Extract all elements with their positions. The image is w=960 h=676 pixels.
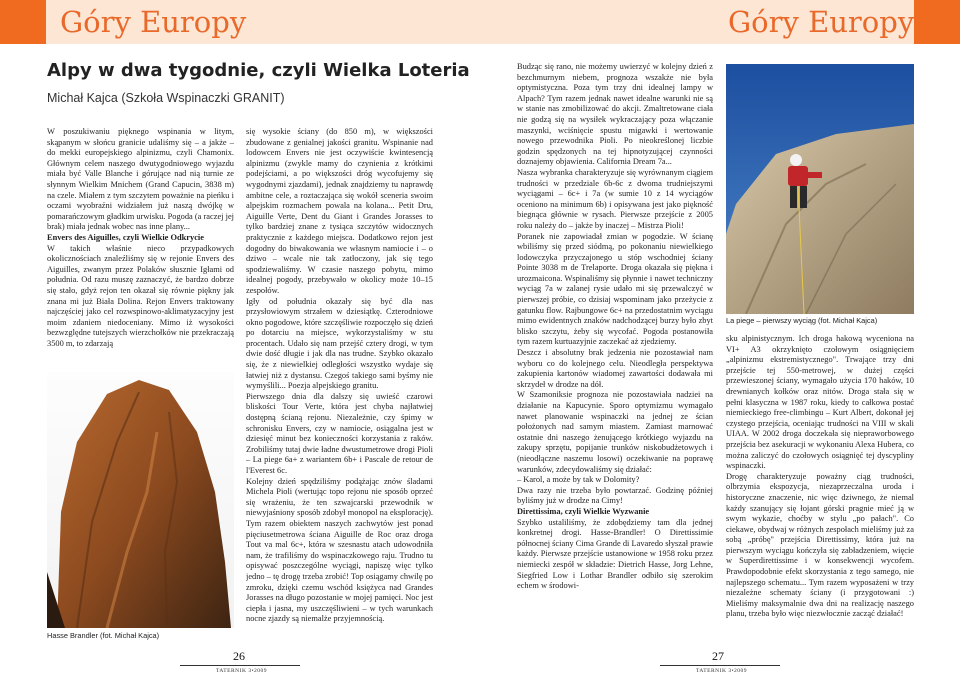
- paragraph: Drogę charakteryzuje poważny ciąg trudności, olbrzymia ekspozycja, niezaprzeczalna uroda i historyczne znaczenie, nic więc dziwnego, że niemal każdy szanujący się łojant górski pragnie mieć ją w swym wykazie, choćby w stylu „po pałach". Co ciekawe, obydwaj w różnych zespołach mieliśmy już za sobą „próbę" przejścia Direttissimy, która już na pierwszym wyciągu kończyła się zabładzeniem, więcie w Superdirettissime i w konsekwencji wycofem. Prawdopodobnie efekt skorzystania z tego samego, nie najlepszego schematu... Tym razem wyposażeni w trzy niezależne schematy ściany (i przygotowani :) Mieliśmy maksymalnie dwa dni na realizację naszego planu, trzeba było więc niezwłocznie zacząć działać!: [726, 471, 914, 619]
- footer-magazine-left: TATERNIK 3•2009: [216, 668, 267, 674]
- text-column-4: [726, 334, 914, 642]
- text-column-3: [517, 62, 713, 642]
- header-accent: [0, 0, 46, 44]
- paragraph: Szybko ustaliliśmy, że zdobędziemy tam dla jednej konkretnej drogi. Hasse-Brandler! O Direttissimie północnej ściany Cima Grande di Lavaredo słyszał prawie każdy. Pierwsze przejście ustanowione w 1958 roku przez niemiecki zespół w składzie: Dietrich Hasse, Jorg Lehne, Siegfried Low i Lothar Brandler odbiło się szerokim echem w środowi-: [517, 517, 713, 591]
- paragraph: sku alpinistycznym. Ich droga hakową wyceniona na VI+ A3 okrzyknięto czołowym osiągnięciem „alpinizmu ekstremistycznego". Trwające trzy dni przejście tej 550-metrowej, w dużej części przewieszonej ściany, wymagało użycia 170 haków, 10 drewnianych kołków oraz nitów. Droga stała się w pełni klasyczna w 1987 roku, kiedy to całkowa postać niemieckiego free-climbingu – Kurt Albert, dokonał jej czystego przejścia, oceniając trudności na VIII w skali UIAA. W 2002 droga doczekała się niepraworbowego przejścia bez asekuracji w wykonaniu Alexa Hubera, co można zaliczyć do czołowych osiągnięć tej dyscypliny wspinaczki.: [726, 334, 914, 471]
- footer-rule-left: [180, 665, 300, 666]
- paragraph: W poszukiwaniu pięknego wspinania w litym, skąpanym w słońcu granicie udaliśmy się – a jakże – do mekki europejskiego alpinizmu, czyli Chamonix. Głównym celem naszego dwutygodniowego wyjazdu miała być Valle Blanche i górujące nad nią turnie ze słynnym Wielkim Mnichem (Grand Capucin, 3838 m) na czele. Miałem z tym szczytem poważnie na pieńku i oczami wyobraźni widziałem już naszą dwójkę w pomarańczowym gładkim urwisku. Pogoda (a raczej jej brak) miała jednak wobec nas inne plany...: [47, 127, 234, 232]
- paragraph: Nasza wybranka charakteryzuje się wyrównanym ciągiem trudności w przedziale 6b-6c z dwoma trudniejszymi wyciągami – 6c+ i 7a (w sumie 10 z 14 wyciągów oceniono na minimum 6b) i opisywana jest jako piękność biegnąca głównie w rysach. Pierwsze przejście z 2005 roku należy do – jakże by inaczej – Mistrza Pioli!: [517, 167, 713, 230]
- article-title: Alpy w dwa tygodnie, czyli Wielka Loteria: [47, 60, 470, 81]
- page-number-right: 27: [712, 649, 724, 663]
- footer-magazine-right: TATERNIK 3•2009: [696, 668, 747, 674]
- paragraph: – Karol, a może by tak w Dolomity?: [517, 475, 640, 485]
- paragraph: Deszcz i absolutny brak jedzenia nie pozostawiał nam wyboru co do kolejnego celu. Nieodległa perspektywa zakupienia kartonów wiadomej zawartości dodawała mi skrzydeł w drodze na dół.: [517, 348, 713, 389]
- section-heading: Direttissima, czyli Wielkie Wyzwanie: [517, 506, 650, 516]
- paragraph: W Szamoniksie prognoza nie pozostawiała nadziei na działanie na Kapucynie. Sporo optymizmu wymagało nawet planowanie wspinaczki na jednej ze ścian położonych nad samym miastem. Zamiast marnować ostatnie dni naszego żenującego krótkiego wyjazdu na zakupy sprzętu, popijanie trunków niskobudżetowych i (nieodłączne naszemu losowi) oczekiwanie na poprawę warunków, zdecydowaliśmy się działać:: [517, 390, 713, 474]
- paragraph: Kolejny dzień spędziliśmy podążając znów śladami Michela Pioli (wertując topo rejonu nie sposób oprzeć się wrażeniu, że ten szwajcarski przewodnik w niewyjaśniony sposób zdobył monopol na eksplorację). Tym razem obiektem naszych zachwytów jest ponad pięciusetmetrowa ściana Aiguille de Roc oraz droga Tout va mal 6c+, która w szesnastu atach udowodniła nam, że trafiliśmy do wspinaczkowego raju. Trudno tu opisywać poszczególne wyciągi, napiszę więc tylko jedno – tę drogę trzeba zrobić! Top osiągamy chwilę po zmroku, dzięki czemu wschód księżyca nad Grandes Jorasses na długo pozostanie w mojej pamięci. Noc jest ciepła i jasna, my uszczęśliwieni – w tych warunkach nocne zjazdy są niemalże przyjemnością.: [246, 476, 433, 624]
- paragraph: Igły od południa okazały się być dla nas przysłowiowym strzałem w dziesiątkę. Czterodniowe okno pogodowe, które szczęśliwie rozpoczęło się dzień po dotarciu na miejsce, wykorzystaliśmy w stu procentach. Udało się nam przejść cztery drogi, w tym dwie dość długie i jak dla nas trudne. Szybko okazało się, że z niewielkiej odległości wszystko wydaje się łatwiej niż z dystansu. Czegoś takiego sami byśmy nie wymyślili... Poezja alpejskiego granitu.: [246, 296, 433, 391]
- paragraph: Dwa razy nie trzeba było powtarzać. Godzinę później byliśmy już w drodze na Cimy!: [517, 485, 713, 506]
- page-number-left: 26: [233, 649, 245, 663]
- text-column-2: [246, 127, 433, 642]
- section-title: Góry Europy: [60, 5, 247, 39]
- paragraph: się wysokie ściany (do 850 m), w większości zbudowane z genialnej jakości granitu. Wspinanie nad lodowcem Envers nie jest oczywiście kwintesencją alpinizmu (zwykle mamy do czynienia z krótkimi podejściami, a po większości dróg wycofujemy się wygodnymi zjazdami), jednak znajdziemy tu naprawdę ambitne cele, a roztaczająca się wokół sceneria swoim alpejskim rozmachem powala na kolana... Petit Dru, Aiguille Verte, Dent du Giant i Grandes Jorasses to tylko bardziej znane z tysiąca szczytów widocznych praktycznie z każdego miejsca. Dodatkowo rejon jest dogodny do biwakowania we własnym namiocie i – o dziwo – wcale nie tak zatłoczony, jak się tego spodziewaliśmy. W czasie naszego pobytu, mimo idealnej pogody, przebywało w okolicy może 10–15 zespołów.: [246, 127, 433, 295]
- photo-caption-right: La piege – pierwszy wyciąg (fot. Michał Kajca): [726, 316, 878, 325]
- photo-caption-left: Hasse Brandler (fot. Michał Kajca): [47, 631, 160, 640]
- right-page: [480, 0, 960, 676]
- paragraph: Pierwszego dnia dla dalszy się uwieść czarowi bliskości Tour Verte, która jest chyba najłatwiej dostępną ścianą rejonu. Niezależnie, czy śpimy w schronisku Envers, czy w namiocie, osiągalna jest w dziesięć minut bez konieczności korzystania z raków. Zrobiliśmy tutaj dwie ładne dwustumetrowe drogi Pioli – La piege 6a+ z wariantem 6b+ i Pascale de retour de l'Everest 6c.: [246, 391, 433, 475]
- section-heading: Envers des Aiguilles, czyli Wielkie Odkrycie: [47, 232, 204, 242]
- paragraph: W takich właśnie nieco przypadkowych okolicznościach znaleźliśmy się w rejonie Envers des Aiguilles, zwanym przez Polaków słusznie Igłami od południa. Od razu muszę zaznaczyć, że bardzo dobrze się stało, gdyż rejon ten okazał się równie piękny jak znana mi już Biała Dolina. Rejon Envers traktowany najczęściej jako cel rozwspinowo-aklimatyzacyjny jest moim zdaniem niedoceniany. Mimo iż wysokości bezwzględne tutejszych wierzchołków nie przekraczają 3500 m, to zdarzają: [47, 243, 234, 348]
- paragraph: Budząc się rano, nie możemy uwierzyć w kolejny dzień z bezchmurnym niebem, prognoza wszakże nie była optymistyczna. Poza tym trzy dni idealnej lampy w Alpach? Tym razem jednak nawet idealne warunki nie są w stanie nas zmobilizować do akcji. Zmaltretowane ciała nie godzą się na wysiłek wykraczający poza włączanie maszynki, wciśnięcie spustu migawki i wertowanie nowego przewodnika Pioli. Po nieokreślonej liczbie godzin spędzonych na tej hipnotyzującej czynności doznajemy objawienia. California Dream 7a...: [517, 62, 713, 167]
- header-accent-right: [914, 0, 960, 44]
- text-column-1: [47, 127, 234, 365]
- section-title-right: Góry Europy: [728, 5, 915, 39]
- article-author: Michał Kajca (Szkoła Wspinaczki GRANIT): [47, 91, 285, 105]
- photo-hasse-brandler: [47, 372, 234, 628]
- paragraph: Poranek nie zapowiadał zmian w pogodzie. W ścianę wbiliśmy się przed siódmą, po pokonaniu niewielkiego lodowczyka przyczajonego u stóp wschodniej ściany Pointe 3038 m de Trelaporte. Droga okazała się piękna i urozmaicona. Wspinaliśmy się płynnie i nawet techniczny wyciąg 7a w zalanej rysie udało mi się przewalczyć w pierwszej próbie, co dzisiaj wspominam jako przeżycie z gatunku flow. Rajbungowe 6c+ na przedostatnim wyciągu mimo ewidentnych znaków nadchodzącej burzy było zbyt blisko szczytu, żeby się wycofać. Pogoda postanowiła tym razem kurtuazyjnie zaczekać aż zjedziemy.: [517, 231, 713, 347]
- footer-rule-right: [660, 665, 780, 666]
- photo-la-piege: [726, 64, 914, 314]
